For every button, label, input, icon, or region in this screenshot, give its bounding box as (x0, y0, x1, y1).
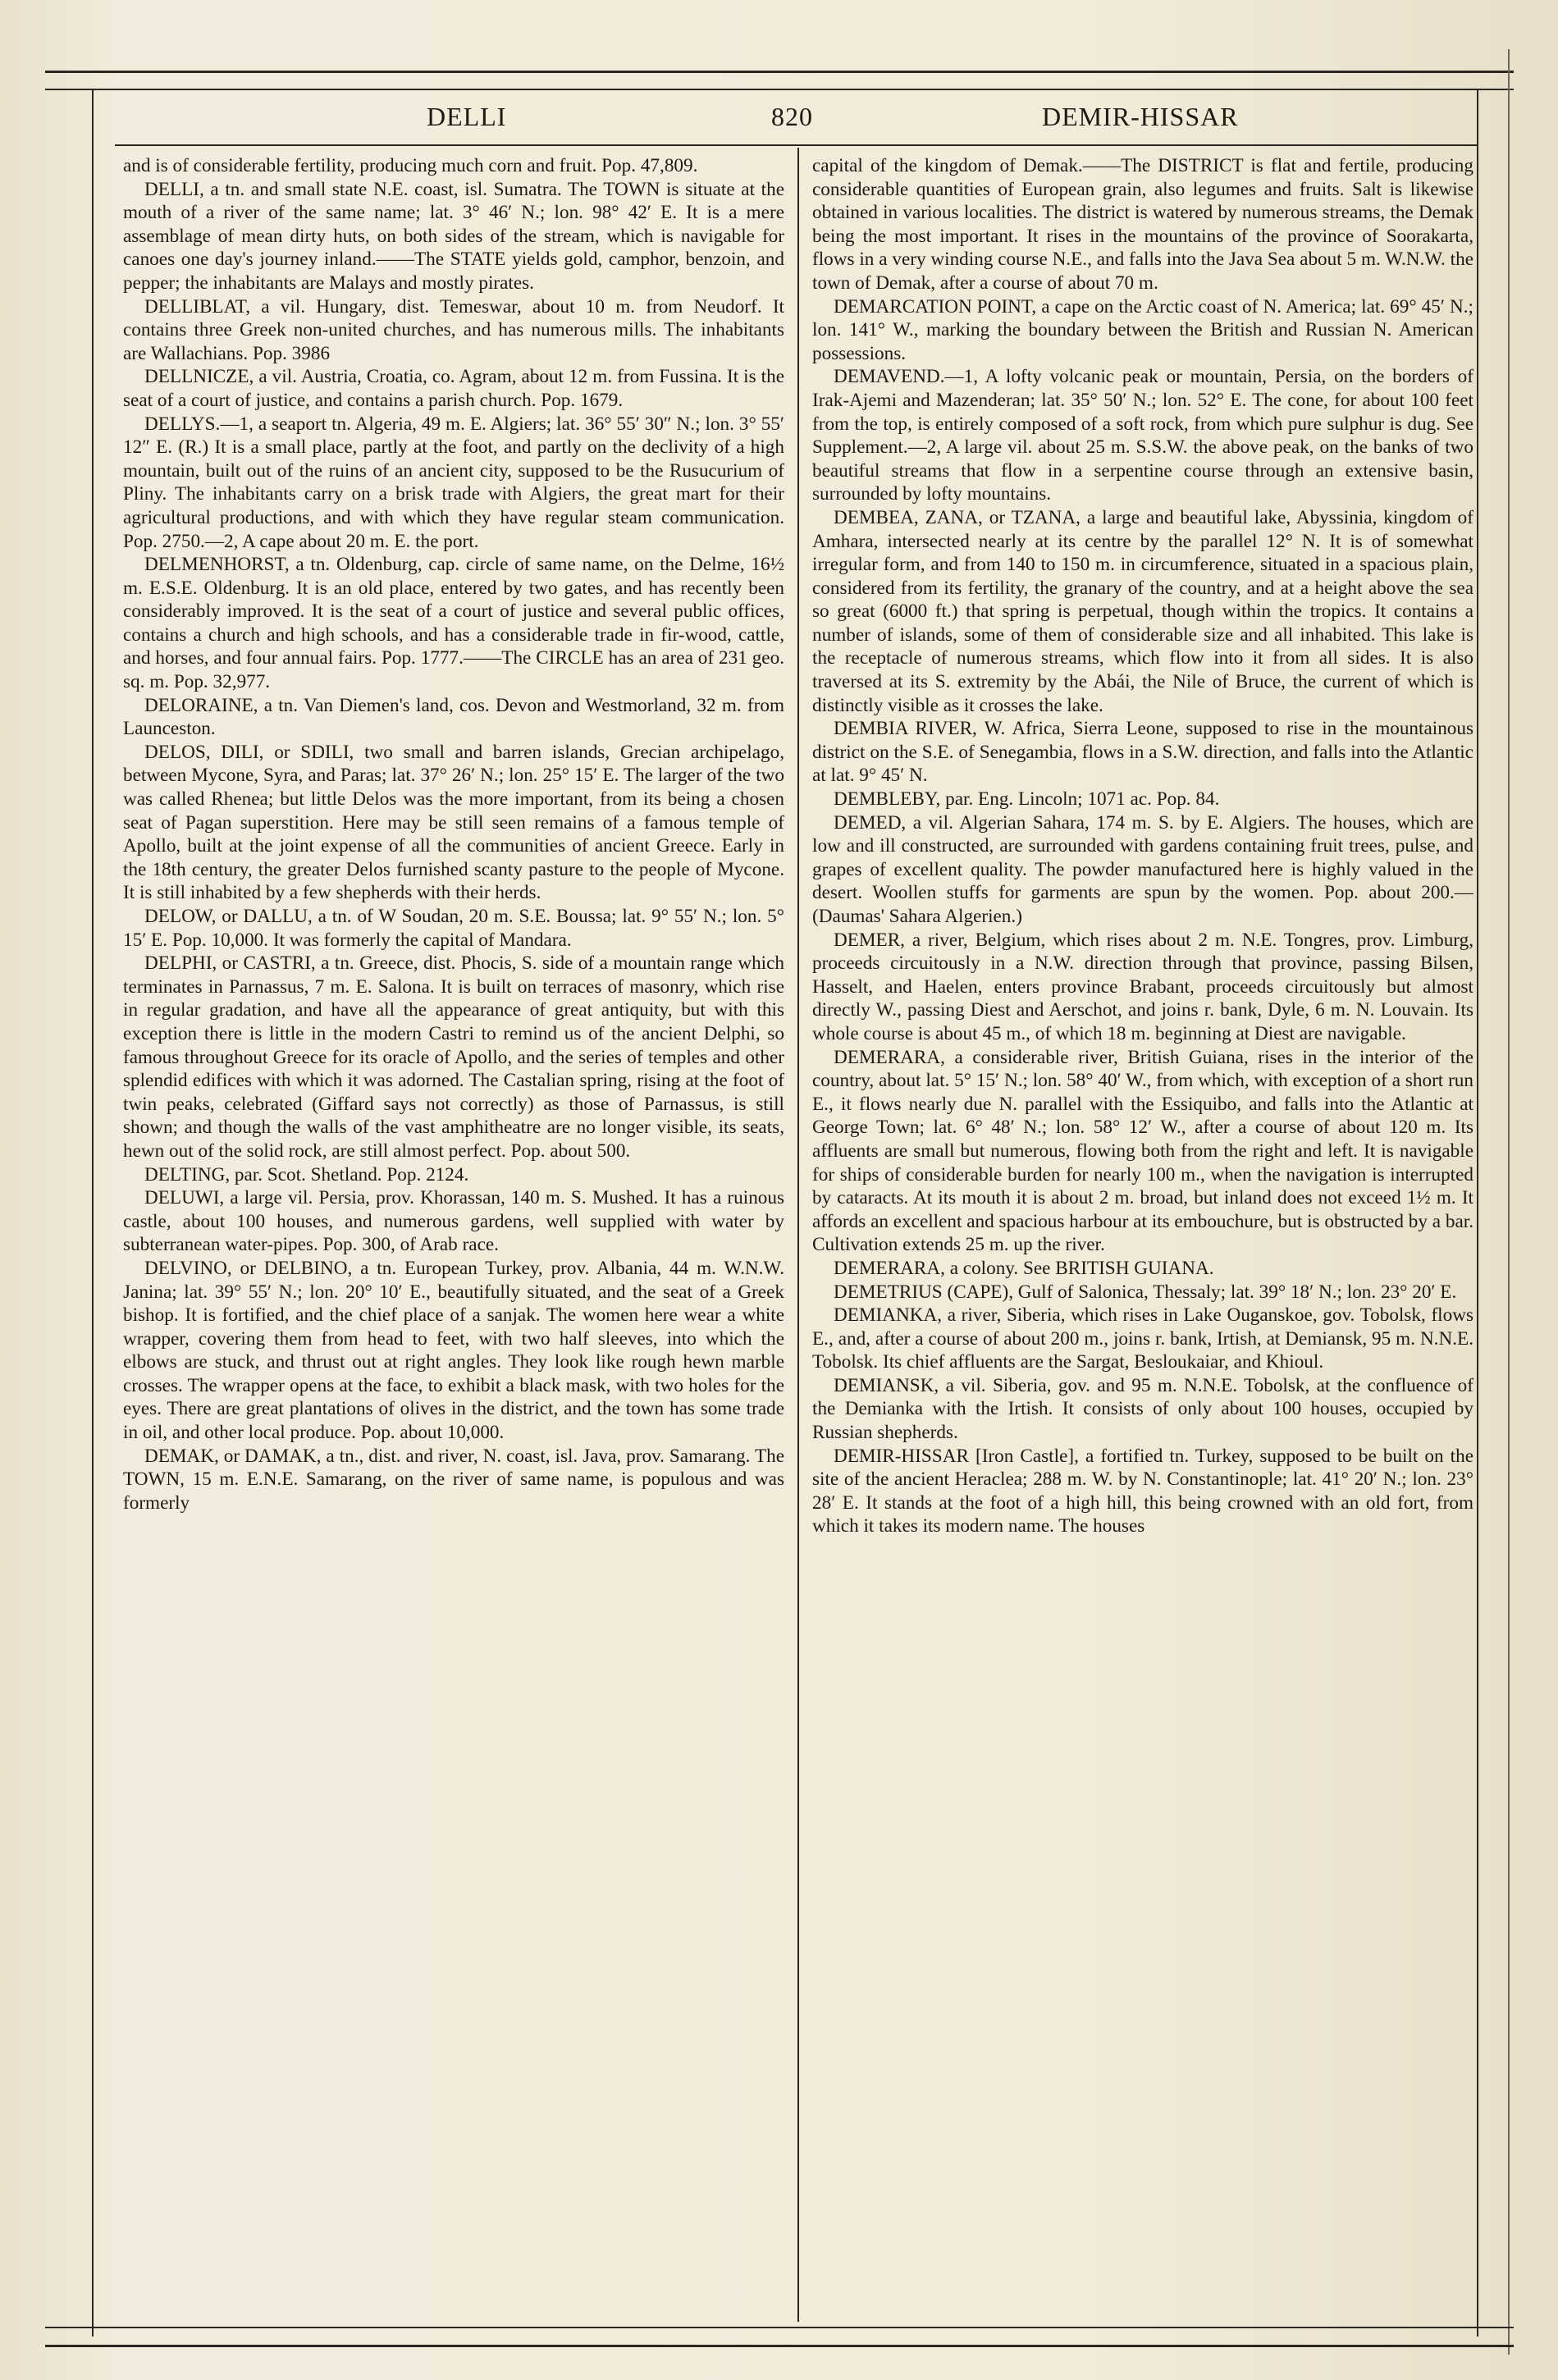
running-header (115, 97, 1460, 146)
entry-deluwi: DELUWI, a large vil. Persia, prov. Khorassan, 140 m. S. Mushed. It has a ruinous castle, about 100 houses, and numerous gardens, well supplied with water by subterranean water-pipes. Pop. 300, of Arab race. (123, 1187, 784, 1256)
entry-delos: DELOS, DILI, or SDILI, two small and barren islands, Grecian archipelago, between Myconе, Syra, and Paras; lat. 37° 26′ N.; lon. 25° 15′ E. The larger of the two was called Rhenea; but little Delos was the more important, from its being a chosen seat of Pagan superstition. Here may be still seen remains of a famous temple of Apollo, built at the joint expense of all the communities of ancient Greece. Early in the 18th century, the greater Delos furnished scanty pasture to the people of Mycone. It is still inhabited by a few shepherds with their herds. (123, 741, 784, 904)
entry-continuation: and is of considerable fertility, producing much corn and fruit. Pop. 47,809. (123, 155, 698, 176)
left-frame-line (92, 89, 94, 2337)
entry-demed: DEMED, a vil. Algerian Sahara, 174 m. S. by E. Algiers. The houses, which are low and ill constructed, are surrounded with gardens containing fruit trees, pulse, and grapes of excellent quality. The powder manufactured here is highly valued in the desert. Woollen stuffs for garments are spun by the women. Pop. about 200.—(Daumas' Sahara Algerien.) (812, 811, 1473, 927)
entry-dembleby: DEMBLEBY, par. Eng. Lincoln; 1071 ac. Pop. 84. (834, 788, 1220, 811)
entry-demak: DEMAK, or DAMAK, a tn., dist. and river, N. coast, isl. Java, prov. Samarang. The TOWN, 15 m. E.N.E. Samarang, on the river of same name, is populous and was formerly (123, 1445, 784, 1514)
bottom-border-rule (45, 2345, 1514, 2347)
entry-delmenhorst: DELMENHORST, a tn. Oldenburg, cap. circle of same name, on the Delme, 16½ m. E.S.E. Oldenburg. It is an old place, entered by two gates, and has recently been considerably improved. It is the seat of a court of justice and several public offices, contains a church and high schools, and has a considerable trade in fir-wood, cattle, and horses, and four annual fairs. Pop. 1777.——The CIRCLE has an area of 231 geo. sq. m. Pop. 32,977. (123, 554, 784, 693)
entry-demerara-colony: DEMERARA, a colony. See BRITISH GUIANA. (834, 1257, 1214, 1279)
entry-dembia-river: DEMBIA RIVER, W. Africa, Sierra Leone, supposed to rise in the mountainous district on the S.E. of Senegambia, flows in a S.W. direction, and falls into the Atlantic at lat. 9° 45′ N. (812, 718, 1473, 787)
bottom-border-rule-inner (45, 2327, 1514, 2328)
top-border-rule (45, 71, 1514, 73)
entry-delliblat: DELLIBLAT, a vil. Hungary, dist. Temeswar, about 10 m. from Neudorf. It contains three Greek non-united churches, and has numerous mills. The inhabitants are Wallachians. Pop. 3986 (123, 295, 784, 364)
entry-dellnicze: DELLNICZE, a vil. Austria, Croatia, co. Agram, about 12 m. from Fussina. It is the seat of a court of justice, and contains a parish church. Pop. 1679. (123, 366, 784, 411)
header-right-word: DEMIR-HISSAR (1042, 102, 1239, 131)
right-column (812, 154, 1473, 1538)
entry-demer: DEMER, a river, Belgium, which rises about 2 m. N.E. Tongres, prov. Limburg, proceeds circuitously in a N.W. direction through that province, passing Bilsen, Hasselt, and Haelen, enters province Brabant, proceeds circuitously but almost directly W., passing Diest and Aerschot, and joins r. bank, Dyle, 6 m. N. Louvain. Its whole course is about 45 m., of which 18 m. beginning at Diest are navigable. (812, 929, 1473, 1044)
entry-dembea: DEMBEA, ZANA, or TZANA, a large and beautiful lake, Abyssinia, kingdom of Amhara, intersected nearly at its centre by the parallel 12° N. It is of somewhat irregular form, and from 140 to 150 m. in circumference, situated in a spacious plain, considered from its fertility, the granary of the country, and at a height above the sea so great (6000 ft.) that spring is perpetual, though within the tropics. It contains a number of islands, some of them of considerable size and all inhabited. This lake is the receptacle of numerous streams, which flow into it from all sides. It is also traversed at its S. extremity by the Abái, the Nile of Bruce, the current of which is distinctly visible as it crosses the lake. (812, 506, 1473, 716)
entry-delting: DELTING, par. Scot. Shetland. Pop. 2124. (144, 1163, 469, 1185)
entry-delvino: DELVINO, or DELBINO, a tn. European Turkey, prov. Albania, 44 m. W.N.W. Janina; lat. 39° 55′ N.; lon. 20° 10′ E., beautifully situated, and the seat of a Greek bishop. It is fortified, and the chief place of a sanjak. The women here wear a white wrapper, covering them from head to feet, with two half sleeves, into which the elbows are stuck, and thrust out at right angles. They look like rough hewn marble crosses. The wrapper opens at the face, to exhibit a black mask, with two holes for the eyes. There are great plantations of olives in the district, and the town has some trade in oil, and other local produce. Pop. about 10,000. (123, 1257, 784, 1444)
entry-dellys: DELLYS.—1, a seaport tn. Algeria, 49 m. E. Algiers; lat. 36° 55′ 30″ N.; lon. 3° 55′ 12″ E. (R.) It is a small place, partly at the foot, and partly on the declivity of a high mountain, built out of the ruins of an ancient city, supposed to be the Rusucurium of Pliny. The inhabitants carry on a brisk trade with Algiers, the great mart for their agricultural productions, and with which they have regular steam communication. Pop. 2750.—2, A cape about 20 m. E. the port. (123, 413, 784, 552)
entry-demetrius: DEMETRIUS (CAPE), Gulf of Salonica, Thessaly; lat. 39° 18′ N.; lon. 23° 20′ E. (834, 1281, 1457, 1303)
left-column (123, 154, 784, 1514)
outer-right-frame-line (1508, 49, 1510, 2355)
entry-demianka: DEMIANKA, a river, Siberia, which rises in Lake Ouganskoe, gov. Tobolsk, flows E., and, after a course of about 200 m., joins r. bank, Irtish, at Demiansk, 95 m. N.N.E. Tobolsk. Its chief affluents are the Sargat, Besloukaiar, and Khioul. (812, 1304, 1473, 1373)
entry-deloraine: DELORAINE, a tn. Van Diemen's land, cos. Devon and Westmorland, 32 m. from Launceston. (123, 694, 784, 740)
right-frame-line (1477, 89, 1478, 2337)
header-left-word: DELLI (427, 102, 507, 131)
entry-delli: DELLI, a tn. and small state N.E. coast, isl. Sumatra. The TOWN is situate at the mouth of a river of the same name; lat. 3° 46′ N.; lon. 98° 42′ E. It is a mere assemblage of mean dirty huts, on both sides of the stream, which is navigable for canoes one day's journey inland.——The STATE yields gold, camphor, benzoin, and pepper; the inhabitants are Malays and mostly pirates. (123, 178, 784, 294)
header-rule (115, 144, 1477, 146)
entry-demiansk: DEMIANSK, a vil. Siberia, gov. and 95 m. N.N.E. Tobolsk, at the confluence of the Demianka with the Irtish. It consists of only about 100 houses, occupied by Russian shepherds. (812, 1374, 1473, 1444)
entry-demarcation-point: DEMARCATION POINT, a cape on the Arctic coast of N. America; lat. 69° 45′ N.; lon. 141° W., marking the boundary between the British and Russian N. American possessions. (812, 295, 1473, 364)
top-border-rule-inner (45, 89, 1514, 90)
entry-demerara-river: DEMERARA, a considerable river, British Guiana, rises in the interior of the country, about lat. 5° 15′ N.; lon. 58° 40′ W., from which, with exception of a short run E., it flows nearly due N. parallel with the Essiquibo, and falls into the Atlantic at George Town; lat. 6° 48′ N.; lon. 58° 12′ W., after a course of about 120 m. Its affluents are small but numerous, flowing both from the right and left. It is navigable for ships of considerable burden for nearly 100 m., when the navigation is interrupted by cataracts. At its mouth it is about 2 m. broad, but inland does not exceed 1½ m. It affords an excellent and spacious harbour at its embouchure, but is obstructed by a bar. Cultivation extends 25 m. up the river. (812, 1046, 1473, 1256)
entry-delow: DELOW, or DALLU, a tn. of W Soudan, 20 m. S.E. Boussa; lat. 9° 55′ N.; lon. 5° 15′ E. Pop. 10,000. It was formerly the capital of Mandara. (123, 906, 784, 951)
page-number: 820 (771, 102, 813, 131)
entry-demir-hissar: DEMIR-HISSAR [Iron Castle], a fortified tn. Turkey, supposed to be built on the site of the ancient Heraclea; 288 m. W. by N. Constantinople; lat. 41° 20′ N.; lon. 23° 28′ E. It stands at the foot of a high hill, this being crowned with an old fort, from which it takes its modern name. The houses (812, 1445, 1473, 1537)
column-divider (797, 148, 799, 2322)
entry-demak-continued: capital of the kingdom of Demak.——The DISTRICT is flat and fertile, producing considerable quantities of European grain, also legumes and fruits. Salt is likewise obtained in various localities. The district is watered by numerous streams, the Demak being the most important. It rises in the mountains of the province of Soorakarta, flows in a very winding course N.E., and falls into the Java Sea about 5 m. W.N.W. the town of Demak, after a course of about 70 m. (812, 155, 1473, 294)
entry-demavend: DEMAVEND.—1, A lofty volcanic peak or mountain, Persia, on the borders of Irak-Ajemi and Mazenderan; lat. 35° 50′ N.; lon. 52° E. The cone, for about 100 feet from the top, is entirely composed of a soft rock, from which pure sulphur is dug. See Supplement.—2, A large vil. about 25 m. S.S.W. the above peak, on the banks of two beautiful streams that flow in a serpentine course through an extensive basin, surrounded by lofty mountains. (812, 366, 1473, 505)
entry-delphi: DELPHI, or CASTRI, a tn. Greece, dist. Phocis, S. side of a mountain range which terminates in Parnassus, 7 m. E. Salona. It is built on terraces of masonry, which rise in regular gradation, and have all the appearance of great antiquity, but with this exception there is little in the modern Castri to remind us of the ancient Delphi, so famous throughout Greece for its oracle of Apollo, and the series of temples and other splendid edifices with which it was adorned. The Castalian spring, rising at the foot of twin peaks, celebrated (Giffard says not correctly) as those of Parnassus, is still shown; and though the walls of the vast amphitheatre are no longer visible, its seats, hewn out of the solid rock, are still almost perfect. Pop. about 500. (123, 952, 784, 1162)
